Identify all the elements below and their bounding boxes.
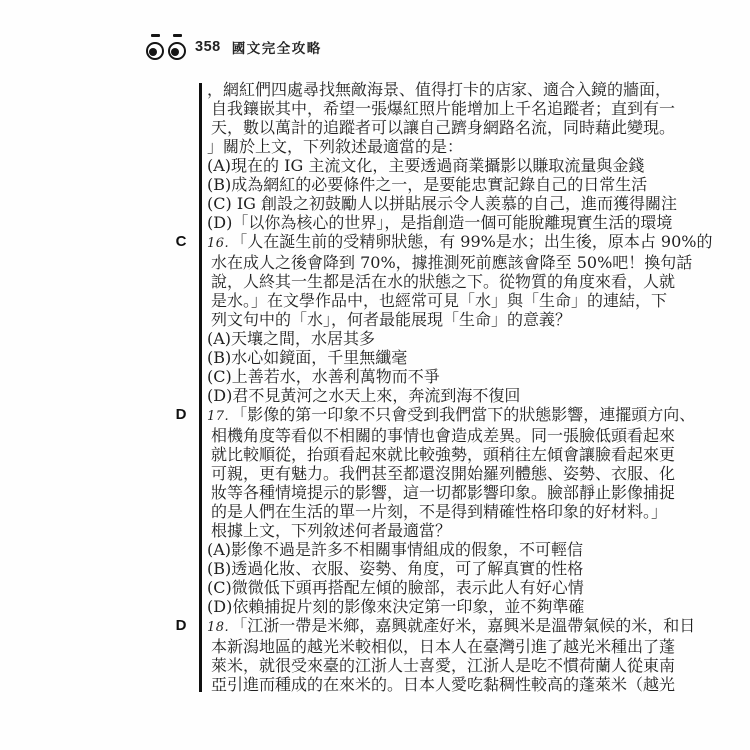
text-line: (D)「以你為核心的世界」，是指創造一個可能脫離現實生活的環境 xyxy=(207,213,673,232)
text-line: 水在成人之後會降到 70%，據推測死前應該會降至 50%吧！換句話 xyxy=(211,253,693,272)
text-line: (B)水心如鏡面，千里無纖毫 xyxy=(207,348,408,367)
text-line: (A)天壤之間，水居其多 xyxy=(207,329,376,348)
text-line xyxy=(207,232,713,253)
text-line: 自我鑲嵌其中，希望一張爆紅照片能增加上千名追蹤者；直到有一 xyxy=(211,99,676,118)
question-text xyxy=(207,80,685,232)
text-line: (B)成為網紅的必要條件之一，是要能忠實記錄自己的日常生活 xyxy=(207,175,648,194)
question-text xyxy=(207,405,696,616)
text-segment: 「江浙一帶是米鄉，嘉興就產好米，嘉興米是溫帶氣候的米，和日 xyxy=(231,616,696,635)
page-header xyxy=(146,32,322,62)
text-line: 說，人終其一生都是活在水的狀態之下。從物質的角度來看，人就 xyxy=(211,272,676,291)
text-line: ，網紅們四處尋找無敵海景、值得打卡的店家、適合入鏡的牆面， xyxy=(207,80,672,99)
text-line: 是水。」在文學作品中，也經常可見「水」與「生命」的連結，下 xyxy=(211,291,668,310)
answer-key-letter: D xyxy=(175,406,187,423)
question-block xyxy=(175,405,696,616)
question-block xyxy=(175,232,713,405)
margin-rule-divider xyxy=(199,83,202,692)
text-line: (A)現在的 IG 主流文化，主要透過商業攝影以賺取流量與金錢 xyxy=(207,156,645,175)
text-line: (C)微微低下頭再搭配左傾的臉部，表示此人有好心情 xyxy=(207,578,584,597)
eyes-icon xyxy=(146,34,186,60)
page-title: 國文完全攻略 xyxy=(231,41,322,56)
text-line: (D)依賴捕捉片刻的影像來決定第一印象，並不夠準確 xyxy=(207,597,585,616)
text-line xyxy=(207,405,696,426)
text-line: 的是人們在生活的單一片刻，不是得到精確性格印象的好材料。」 xyxy=(211,502,668,521)
question-text xyxy=(207,616,696,694)
text-line: 列文句中的「水」，何者最能展現「生命」的意義？ xyxy=(211,310,572,329)
text-line: 本新潟地區的越光米較相似，日本人在臺灣引進了越光米種出了蓬 xyxy=(211,637,676,656)
answer-key-letter: D xyxy=(175,617,187,634)
eye-right-icon xyxy=(168,42,186,60)
question-number: 18. xyxy=(207,620,230,635)
question-number: 16. xyxy=(207,236,230,251)
page-number: 358 xyxy=(195,39,221,55)
question-text xyxy=(207,232,713,405)
text-line: 天，數以萬計的追蹤者可以讓自己躋身網路名流，同時藉此變現。 xyxy=(211,118,676,137)
answer-key-letter: C xyxy=(175,233,187,250)
text-segment: 「人在誕生前的受精卵狀態，有 99%是水；出生後，原本占 90%的 xyxy=(231,232,713,251)
text-line: 就比較順從，抬頭看起來就比較強勢，頭稍往左傾會讓臉看起來更 xyxy=(211,445,676,464)
text-line: (C)上善若水，水善利萬物而不爭 xyxy=(207,367,440,386)
question-block xyxy=(175,616,696,694)
eye-left-icon xyxy=(146,42,164,60)
question-block xyxy=(207,80,685,232)
text-line: (A)影像不過是許多不相關事情組成的假象，不可輕信 xyxy=(207,540,584,559)
text-line: 亞引進而種成的在來米的。日本人愛吃黏稠性較高的蓬萊米（越光 xyxy=(211,675,676,694)
questions-area xyxy=(175,80,713,694)
text-line: 可親，更有魅力。我們甚至都還沒開始羅列體態、姿勢、衣服、化 xyxy=(211,464,676,483)
text-line: 萊米，就很受來臺的江浙人士喜愛，江浙人是吃不慣荷蘭人從東南 xyxy=(211,656,676,675)
text-line: 妝等各種情境提示的影響，這一切都影響印象。臉部靜止影像捕捉 xyxy=(211,483,676,502)
text-line: 」關於上文，下列敘述最適當的是： xyxy=(207,137,464,156)
text-line: 相機角度等看似不相關的事情也會造成差異。同一張臉低頭看起來 xyxy=(211,426,676,445)
text-line: (B)透過化妝、衣服、姿勢、角度，可了解真實的性格 xyxy=(207,559,584,578)
text-segment: 「影像的第一印象不只會受到我們當下的狀態影響，連擺頭方向、 xyxy=(231,405,696,424)
question-number: 17. xyxy=(207,409,230,424)
text-line: (C) IG 創設之初鼓勵人以拼貼展示令人羨慕的自己，進而獲得關注 xyxy=(207,194,678,213)
text-line xyxy=(207,616,696,637)
text-line: (D)君不見黃河之水天上來，奔流到海不復回 xyxy=(207,386,521,405)
text-line: 根據上文，下列敘述何者最適當？ xyxy=(211,521,452,540)
